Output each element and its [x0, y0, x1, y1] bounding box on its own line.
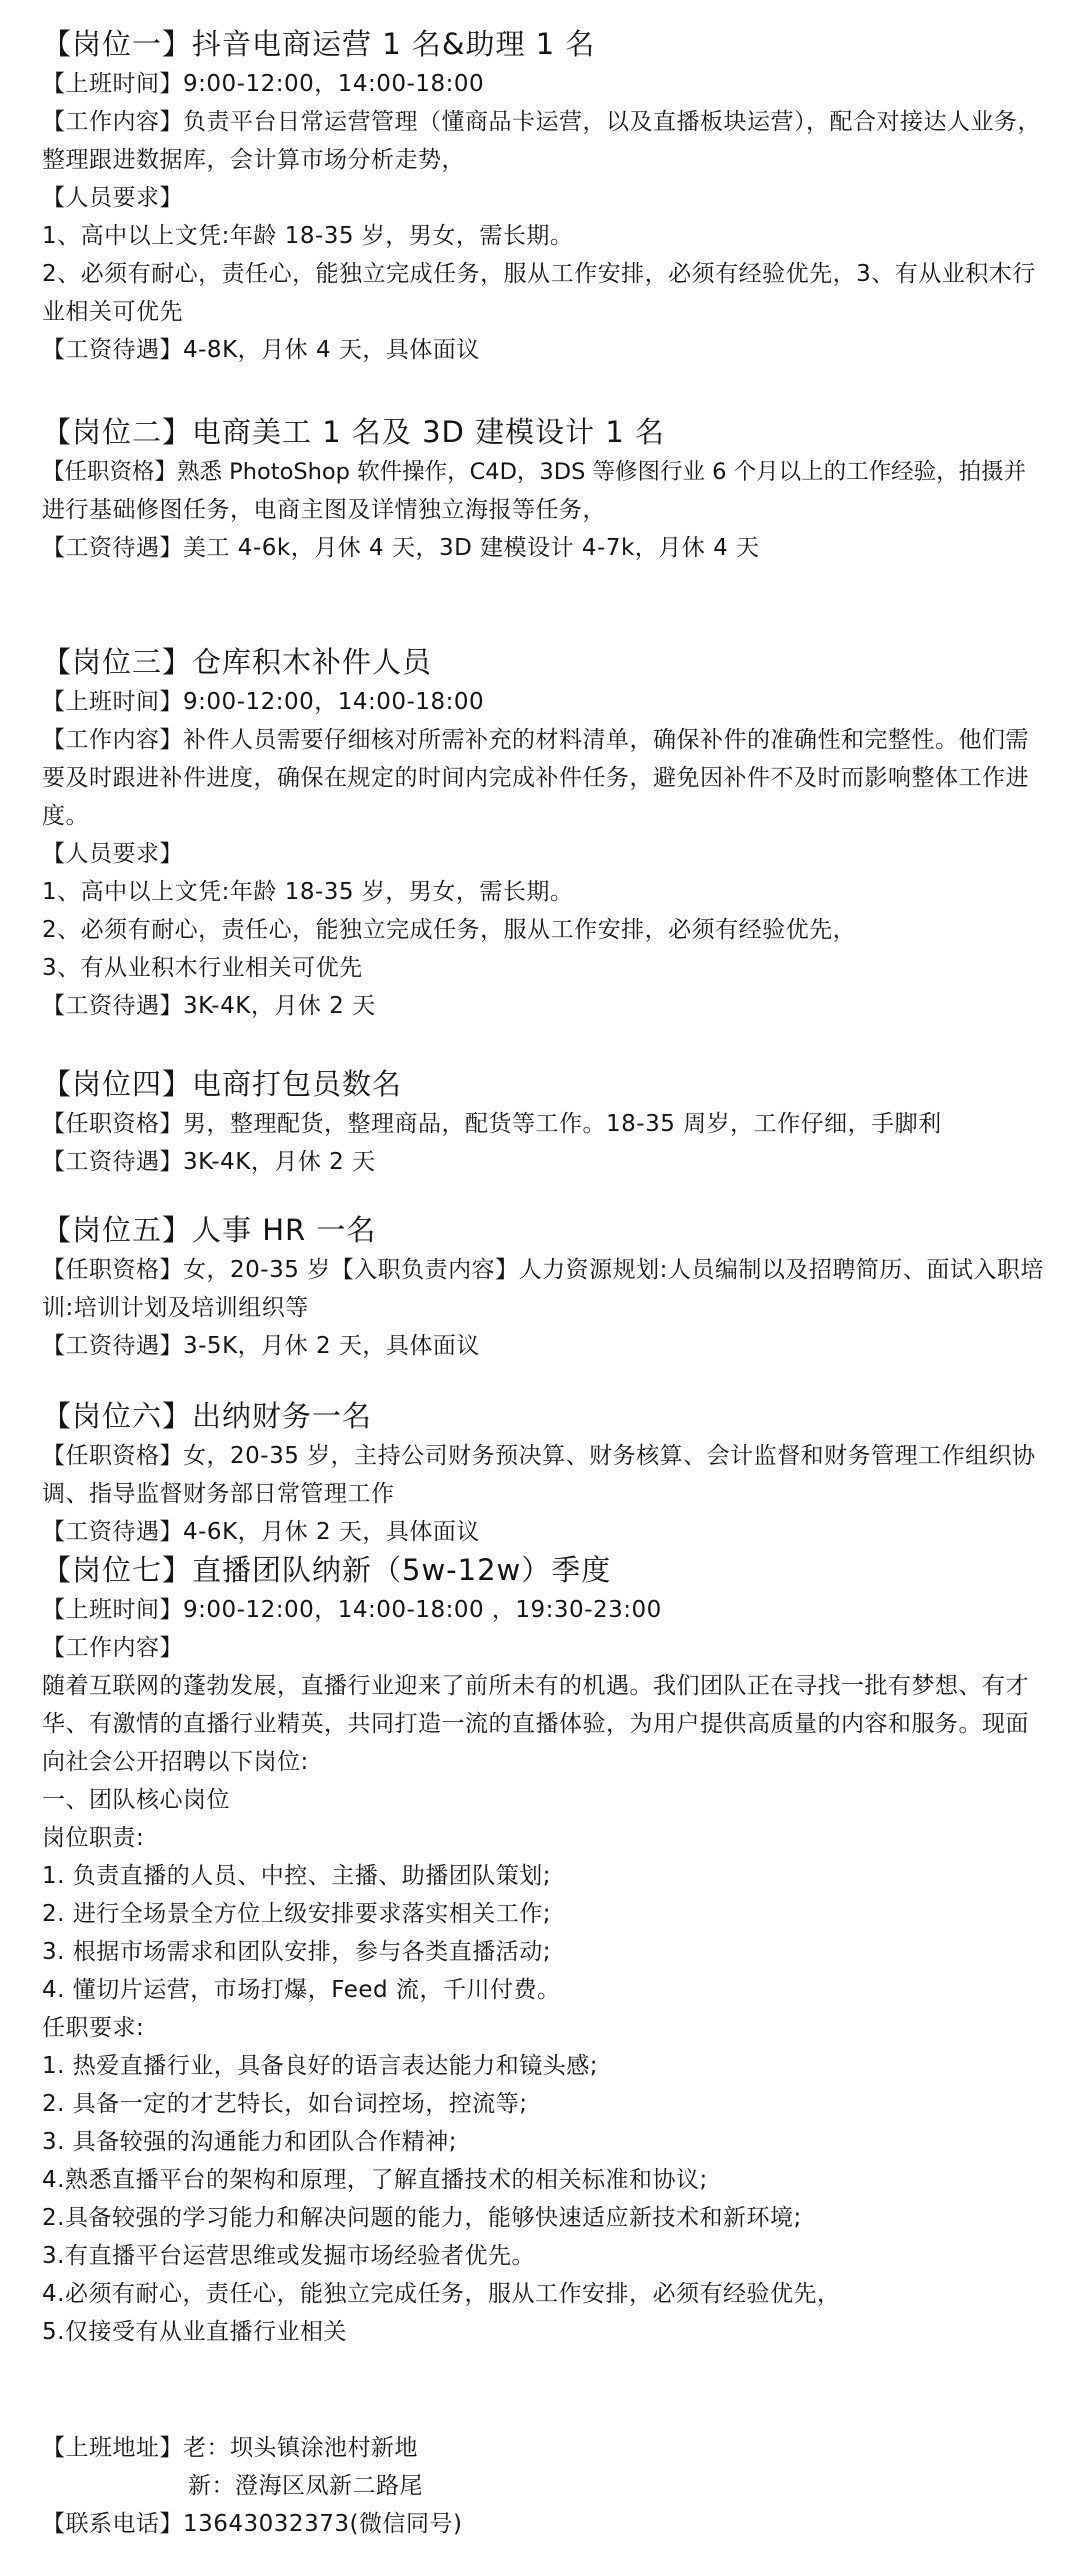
job-7-req-6: 3.有直播平台运营思维或发掘市场经验者优先。 — [42, 2243, 535, 2269]
job-7-intro-2: 华、有激情的直播行业精英，共同打造一流的直播体验，为用户提供高质量的内容和服务。现面 — [42, 1711, 1029, 1737]
job-7-duty-2: 2. 进行全场景全方位上级安排要求落实相关工作; — [42, 1901, 552, 1927]
work-address-new: 新：澄海区凤新二路尾 — [188, 2473, 423, 2499]
work-address-old: 【上班地址】老：坝头镇涂池村新地 — [42, 2435, 418, 2461]
job-5-qualifications: 【任职资格】女，20-35 岁【入职负责内容】人力资源规划:人员编制以及招聘简历、面试入职培 — [42, 1257, 1044, 1283]
job-5-qualifications-cont: 训:培训计划及培训组织等 — [42, 1295, 309, 1321]
job-3-req-2: 2、必须有耐心，责任心，能独立完成任务，服从工作安排，必须有经验优先， — [42, 917, 857, 943]
job-3-duties: 【工作内容】补件人员需要仔细核对所需补充的材料清单，确保补件的准确性和完整性。他们需 — [42, 727, 1029, 753]
job-2-qualifications-cont: 进行基础修图任务，电商主图及详情独立海报等任务， — [42, 497, 606, 523]
job-1-req-1: 1、高中以上文凭:年龄 18-35 岁，男女，需长期。 — [42, 223, 574, 249]
job-1-hours: 【上班时间】9:00-12:00，14:00-18:00 — [42, 71, 485, 97]
job-1-req-label: 【人员要求】 — [42, 185, 183, 211]
job-3-req-label: 【人员要求】 — [42, 841, 183, 867]
job-7-duties-label: 【工作内容】 — [42, 1635, 183, 1661]
job-6-salary: 【工资待遇】4-6K，月休 2 天，具体面议 — [42, 1519, 480, 1545]
job-7-req-8: 5.仅接受有从业直播行业相关 — [42, 2319, 347, 2345]
job-1-duties: 【工作内容】负责平台日常运营管理（懂商品卡运营，以及直播板块运营），配合对接达人业务， — [42, 109, 1041, 135]
job-7-duties-title: 岗位职责: — [42, 1825, 145, 1851]
job-3-duties-end: 度。 — [42, 803, 89, 829]
job-7-duty-1: 1. 负责直播的人员、中控、主播、助播团队策划; — [42, 1863, 552, 1889]
job-7-req-2: 2. 具备一定的才艺特长，如台词控场，控流等; — [42, 2091, 528, 2117]
job-1-duties-cont: 整理跟进数据库，会计算市场分析走势， — [42, 147, 465, 173]
job-4-qualifications: 【任职资格】男，整理配货，整理商品，配货等工作。18-35 周岁，工作仔细，手脚利 — [42, 1111, 942, 1137]
job-4-heading: 【岗位四】电商打包员数名 — [42, 1067, 403, 1101]
job-4-salary: 【工资待遇】3K-4K，月休 2 天 — [42, 1149, 376, 1175]
job-3-salary: 【工资待遇】3K-4K，月休 2 天 — [42, 993, 376, 1019]
job-1-req-2: 2、必须有耐心，责任心，能独立完成任务，服从工作安排，必须有经验优先，3、有从业积木行 — [42, 261, 1036, 287]
job-3-heading: 【岗位三】仓库积木补件人员 — [42, 645, 433, 679]
job-1-salary: 【工资待遇】4-8K，月休 4 天，具体面议 — [42, 337, 480, 363]
job-7-hours: 【上班时间】9:00-12:00，14:00-18:00 ，19:30-23:00 — [42, 1597, 662, 1623]
job-1-req-2-cont: 业相关可优先 — [42, 299, 183, 325]
job-2-salary: 【工资待遇】美工 4-6k，月休 4 天，3D 建模设计 4-7k，月休 4 天 — [42, 535, 760, 561]
job-7-req-title: 任职要求: — [42, 2015, 145, 2041]
job-6-qualifications: 【任职资格】女，20-35 岁，主持公司财务预决算、财务核算、会计监督和财务管理工作组织协 — [42, 1443, 1036, 1469]
job-7-intro-3: 向社会公开招聘以下岗位: — [42, 1749, 309, 1775]
job-6-heading: 【岗位六】出纳财务一名 — [42, 1399, 373, 1433]
job-7-req-7: 4.必须有耐心，责任心，能独立完成任务，服从工作安排，必须有经验优先， — [42, 2281, 841, 2307]
job-2-heading: 【岗位二】电商美工 1 名及 3D 建模设计 1 名 — [42, 415, 665, 449]
job-6-qualifications-cont: 调、指导监督财务部日常管理工作 — [42, 1481, 395, 1507]
job-7-section-core: 一、团队核心岗位 — [42, 1787, 230, 1813]
job-3-duties-cont: 要及时跟进补件进度，确保在规定的时间内完成补件任务，避免因补件不及时而影响整体工作进 — [42, 765, 1029, 791]
job-7-heading: 【岗位七】直播团队纳新（5w-12w）季度 — [42, 1553, 612, 1587]
job-2-qualifications: 【任职资格】熟悉 PhotoShop 软件操作，C4D，3DS 等修图行业 6 个月以上的工作经验，拍摄并 — [42, 459, 1027, 485]
job-7-duty-4: 4. 懂切片运营，市场打爆，Feed 流，千川付费。 — [42, 1977, 561, 2003]
job-3-req-1: 1、高中以上文凭:年龄 18-35 岁，男女，需长期。 — [42, 879, 574, 905]
job-7-req-1: 1. 热爱直播行业，具备良好的语言表达能力和镜头感; — [42, 2053, 599, 2079]
job-3-hours: 【上班时间】9:00-12:00，14:00-18:00 — [42, 689, 485, 715]
job-7-intro-1: 随着互联网的蓬勃发展，直播行业迎来了前所未有的机遇。我们团队正在寻找一批有梦想、有才 — [42, 1673, 1029, 1699]
job-7-req-3: 3. 具备较强的沟通能力和团队合作精神; — [42, 2129, 458, 2155]
contact-phone: 【联系电话】13643032373(微信同号) — [42, 2511, 463, 2537]
job-1-heading: 【岗位一】抖音电商运营 1 名&助理 1 名 — [42, 27, 596, 61]
job-7-req-4: 4.熟悉直播平台的架构和原理，了解直播技术的相关标准和协议; — [42, 2167, 708, 2193]
job-3-req-3: 3、有从业积木行业相关可优先 — [42, 955, 363, 981]
job-7-req-5: 2.具备较强的学习能力和解决问题的能力，能够快速适应新技术和新环境; — [42, 2205, 802, 2231]
job-5-salary: 【工资待遇】3-5K，月休 2 天，具体面议 — [42, 1333, 480, 1359]
job-7-duty-3: 3. 根据市场需求和团队安排，参与各类直播活动; — [42, 1939, 552, 1965]
job-5-heading: 【岗位五】人事 HR 一名 — [42, 1213, 377, 1247]
